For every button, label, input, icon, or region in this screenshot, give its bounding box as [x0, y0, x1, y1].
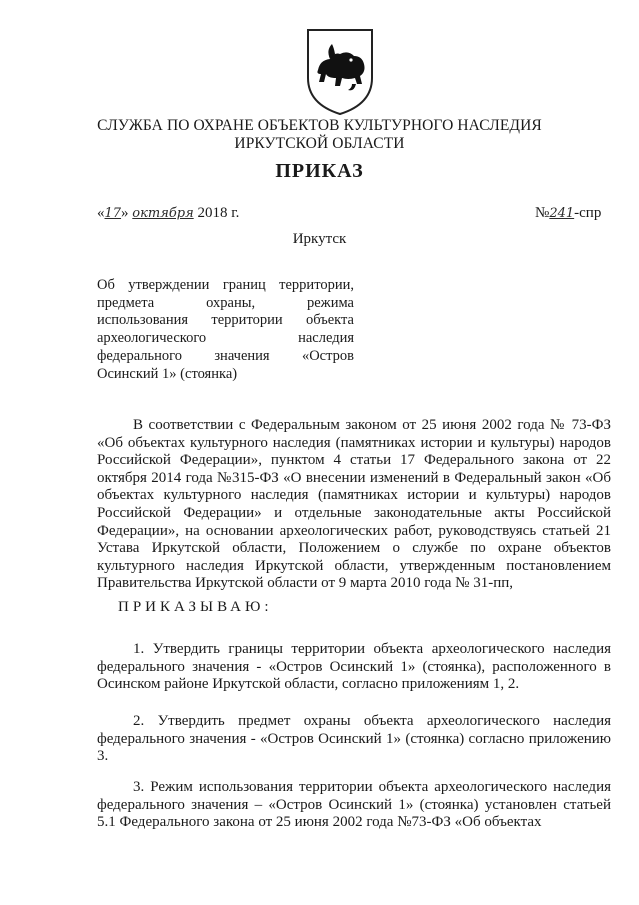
subject-word: «Остров	[301, 347, 354, 364]
number-suffix: -спр	[574, 205, 602, 221]
order-word: ПРИКАЗЫВАЮ:	[118, 599, 273, 615]
subject-line	[97, 348, 354, 366]
coat-of-arms-icon	[304, 26, 376, 116]
order-item-1: 1. Утвердить границы территории объекта археологического наследия федерального значения - «Остров Осинский 1» (стоянка), расположенного в Осинском районе Иркутской области, согласно приложениям 1, 2.	[97, 641, 611, 693]
subject-word: наследия	[298, 330, 354, 347]
subject-word: границ	[222, 277, 266, 293]
subject-word: утверждении	[128, 277, 210, 293]
subject-line	[97, 366, 354, 384]
subject-word: федерального	[97, 347, 182, 364]
preamble-paragraph: В соответствии с Федеральным законом от 25 июня 2002 года № 73-ФЗ «Об объектах культурного наследия (памятниках истории и культуры) народов Российской Федерации», пунктом 4 статьи 17 Федерального закона от 22 октября 2014 года №315-ФЗ «О внесении изменений в Федеральный закон «Об объектах культурного наследия (памятниках истории и культуры) народов Российской Федерации» и отдельные законодательные акты Российской Федерации», на основании археологических работ, руководствуясь статьей 21 Устава Иркутской области, Положением о службе по охране объектов культурного наследия Иркутской области, утвержденным постановлением Правительства Иркутской области от 9 марта 2010 года № 31-пп,	[97, 417, 611, 592]
number-prefix: №	[535, 205, 550, 221]
subject-word: Об	[97, 277, 115, 293]
date-day: 17	[104, 206, 122, 221]
city: Иркутск	[292, 231, 347, 247]
agency-name-line2: ИРКУТСКОЙ ОБЛАСТИ	[234, 135, 405, 152]
subject-word: охраны,	[206, 294, 256, 311]
date-close-quote: »	[121, 205, 129, 221]
subject-word: значения	[214, 347, 270, 364]
subject-line	[97, 277, 354, 295]
order-date	[97, 205, 239, 222]
date-open-quote: «	[97, 205, 105, 221]
subject-word: территории	[211, 312, 283, 329]
agency-name-line1: СЛУЖБА ПО ОХРАНЕ ОБЪЕКТОВ КУЛЬТУРНОГО НАСЛЕДИЯ	[97, 117, 542, 134]
subject-word: территории,	[279, 277, 354, 293]
date-year: 2018 г.	[197, 205, 240, 221]
document-title: ПРИКАЗ	[275, 160, 364, 182]
number-value: 241	[549, 206, 575, 221]
subject-word: Осинский 1» (стоянка)	[97, 365, 238, 382]
order-subject	[97, 277, 354, 383]
subject-word: режима	[307, 294, 354, 311]
subject-word: археологического	[97, 330, 207, 347]
subject-word: использования	[97, 312, 189, 329]
date-month: октября	[132, 206, 194, 221]
order-item-2: 2. Утвердить предмет охраны объекта археологического наследия федерального значения - «Остров Осинский 1» (стоянка) согласно приложению 3.	[97, 713, 611, 765]
subject-word: предмета	[97, 294, 155, 311]
subject-word: объекта	[305, 312, 354, 329]
order-number	[535, 205, 601, 222]
subject-line	[97, 330, 354, 348]
subject-line	[97, 295, 354, 313]
subject-line	[97, 312, 354, 330]
order-item-3: 3. Режим использования территории объекта археологического наследия федерального значения – «Остров Осинский 1» (стоянка) установлен статьей 5.1 Федерального закона от 25 июня 2002 года №73-ФЗ «Об объектах	[97, 779, 611, 831]
